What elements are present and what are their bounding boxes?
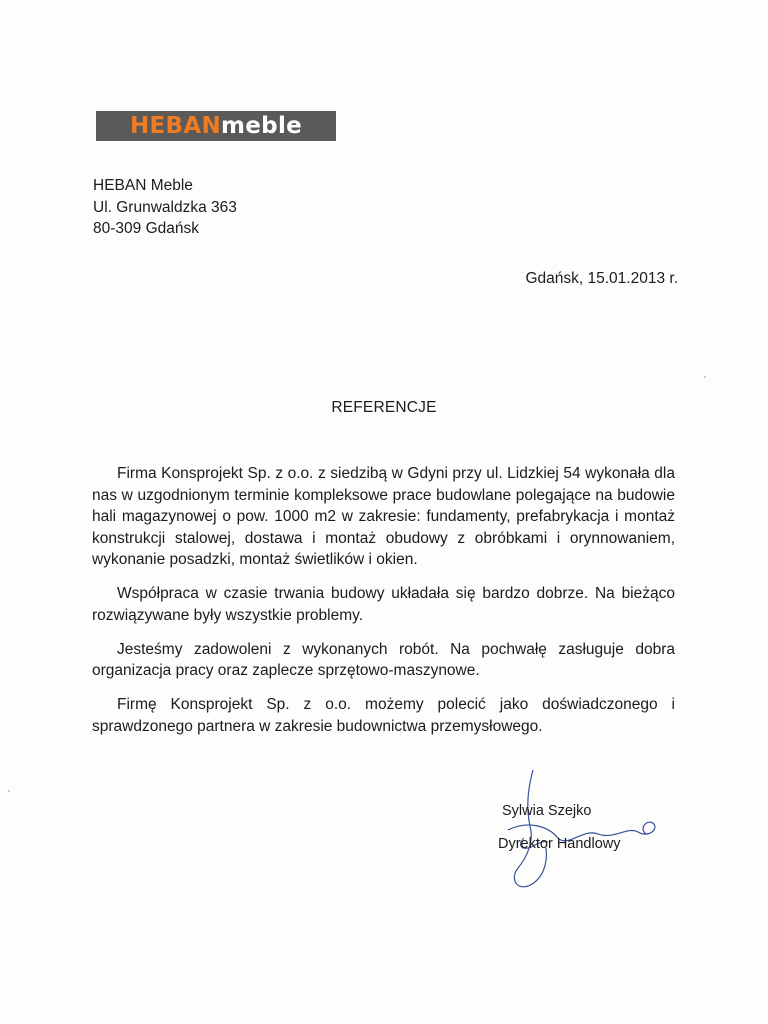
logo-meble-text: meble bbox=[221, 112, 303, 139]
signatory-name: Sylwia Szejko bbox=[502, 803, 592, 819]
letter-date: Gdańsk, 15.01.2013 r. bbox=[525, 270, 678, 287]
scan-speck bbox=[8, 790, 10, 792]
paragraph-3: Jesteśmy zadowoleni z wykonanych robót. Na pochwałę zasługuje dobra organizacja pracy oraz zaplecze sprzętowo-maszynowe. bbox=[92, 640, 675, 679]
paragraph-1: Firma Konsprojekt Sp. z o.o. z siedzibą w Gdyni przy ul. Lidzkiej 54 wykonała dla nas w uzgodnionym terminie kompleksowe prace budowlane polegające na budowie hali magazynowej o pow. 1000 m2 w zakresie: fundamenty, prefabrykacja i montaż konstrukcji stalowej, dostawa i montaż obudowy z obróbkami i orynnowaniem, wykonanie posadzki, montaż świetlików i okien. bbox=[92, 465, 675, 568]
letter-title: REFERENCJE bbox=[331, 399, 437, 416]
handwritten-signature-icon bbox=[488, 768, 668, 898]
paragraph-4: Firmę Konsprojekt Sp. z o.o. możemy polecić jako doświadczonego i sprawdzonego partnera w zakresie budownictwa przemysłowego. bbox=[92, 696, 675, 735]
sender-company: HEBAN Meble bbox=[93, 177, 193, 194]
signature-block bbox=[488, 768, 668, 898]
signatory-role: Dyrektor Handlowy bbox=[498, 836, 621, 852]
paragraph-2: Współpraca w czasie trwania budowy układała się bardzo dobrze. Na bieżąco rozwiązywane były wszystkie problemy. bbox=[92, 585, 675, 624]
sender-address bbox=[93, 175, 237, 240]
sender-city: 80-309 Gdańsk bbox=[93, 220, 199, 237]
sender-street: Ul. Grunwaldzka 363 bbox=[93, 198, 237, 216]
letter-body bbox=[92, 463, 675, 750]
scan-speck bbox=[704, 376, 706, 378]
heban-meble-logo bbox=[96, 111, 336, 141]
signature-stroke bbox=[514, 770, 546, 887]
logo-heban-text: HEBAN bbox=[129, 112, 222, 139]
